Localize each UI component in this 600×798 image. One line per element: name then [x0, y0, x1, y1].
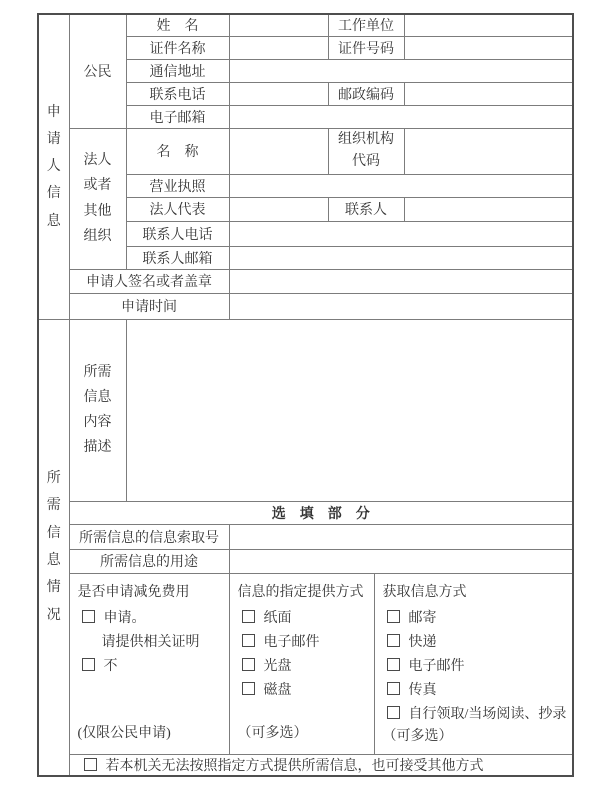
index-no-input[interactable]: [229, 524, 573, 549]
delivery-method-footnote: （可多选）: [237, 725, 308, 741]
description-label: 所需信息内容描述: [83, 364, 112, 456]
optional-section-header: 选 填 部 分: [69, 501, 573, 524]
obtain-self-checkbox[interactable]: [387, 706, 400, 719]
fee-apply-label: 申请。: [103, 610, 146, 626]
obtain-fax-label: 传真: [408, 682, 437, 698]
address-label: 通信地址: [126, 59, 229, 82]
index-no-label: 所需信息的信息索取号: [69, 524, 229, 549]
fallback-option-label: 若本机关无法按照指定方式提供所需信息，也可接受其他方式: [105, 758, 484, 774]
obtain-express-checkbox[interactable]: [387, 634, 400, 647]
delivery-paper-checkbox[interactable]: [242, 610, 255, 623]
email-label: 电子邮箱: [126, 105, 229, 128]
email-input[interactable]: [229, 105, 573, 128]
fee-apply-note: 请提供相关证明: [101, 634, 200, 650]
signature-input[interactable]: [229, 269, 573, 293]
fallback-option-cell: [69, 754, 573, 776]
apply-time-label: 申请时间: [69, 293, 229, 319]
contact-input[interactable]: [404, 197, 573, 221]
org-code-label: 组织机构代码: [338, 132, 394, 169]
obtain-method-cell: [374, 573, 573, 754]
name-input[interactable]: [229, 14, 328, 36]
phone-label: 联系电话: [126, 82, 229, 105]
contact-label: 联系人: [328, 197, 404, 221]
org-code-label-cell: [328, 128, 404, 174]
obtain-email-label: 电子邮件: [408, 658, 465, 674]
delivery-option-cd: [236, 655, 370, 679]
contact-email-input[interactable]: [229, 246, 573, 269]
work-unit-input[interactable]: [404, 14, 573, 36]
org-name-input[interactable]: [229, 128, 328, 174]
license-input[interactable]: [229, 174, 573, 197]
purpose-input[interactable]: [229, 549, 573, 573]
obtain-method-title: 获取信息方式: [382, 584, 467, 600]
cert-name-label: 证件名称: [126, 36, 229, 59]
obtain-option-mail: [381, 607, 569, 631]
obtain-option-self: [381, 703, 569, 727]
citizen-group-label: 公民: [83, 65, 112, 81]
section-applicant-label-cell: [38, 14, 69, 319]
obtain-option-fax: [381, 679, 569, 703]
delivery-email-checkbox[interactable]: [242, 634, 255, 647]
organization-group-label-cell: [69, 128, 126, 269]
cert-name-input[interactable]: [229, 36, 328, 59]
citizen-group-label-cell: [69, 14, 126, 128]
obtain-fax-checkbox[interactable]: [387, 682, 400, 695]
contact-email-label: 联系人邮箱: [126, 246, 229, 269]
organization-group-label: 法人或者其他组织: [83, 153, 112, 244]
license-label: 营业执照: [126, 174, 229, 197]
apply-time-input[interactable]: [229, 293, 573, 319]
obtain-option-express: [381, 631, 569, 655]
delivery-disk-label: 磁盘: [263, 682, 292, 698]
signature-label: 申请人签名或者盖章: [69, 269, 229, 293]
cert-no-label: 证件号码: [328, 36, 404, 59]
fee-waiver-footnote: (仅限公民申请): [77, 725, 171, 741]
fee-no-option: [76, 655, 225, 679]
obtain-express-label: 快递: [408, 634, 437, 650]
fee-apply-option: [76, 607, 225, 631]
section-required-info-label-cell: [38, 319, 69, 776]
fee-waiver-cell: [69, 573, 229, 754]
obtain-mail-label: 邮寄: [408, 610, 437, 626]
obtain-option-email: [381, 655, 569, 679]
fee-no-label: 不: [103, 658, 118, 674]
postcode-label: 邮政编码: [328, 82, 404, 105]
fee-no-checkbox[interactable]: [82, 658, 95, 671]
org-code-input[interactable]: [404, 128, 573, 174]
obtain-email-checkbox[interactable]: [387, 658, 400, 671]
obtain-method-footnote: （可多选）: [382, 728, 453, 744]
delivery-option-email: [236, 631, 370, 655]
contact-phone-label: 联系人电话: [126, 221, 229, 246]
cert-no-input[interactable]: [404, 36, 573, 59]
delivery-paper-label: 纸面: [263, 610, 292, 626]
description-label-cell: [69, 319, 126, 501]
delivery-disk-checkbox[interactable]: [242, 682, 255, 695]
application-form-table: [37, 13, 574, 777]
delivery-cd-checkbox[interactable]: [242, 658, 255, 671]
address-input[interactable]: [229, 59, 573, 82]
legal-rep-label: 法人代表: [126, 197, 229, 221]
obtain-mail-checkbox[interactable]: [387, 610, 400, 623]
section-required-info-label: 所需信息情况: [46, 471, 61, 623]
delivery-method-cell: [229, 573, 374, 754]
delivery-option-disk: [236, 679, 370, 703]
delivery-option-paper: [236, 607, 370, 631]
work-unit-label: 工作单位: [328, 14, 404, 36]
org-name-label: 名 称: [126, 128, 229, 174]
fee-apply-checkbox[interactable]: [82, 610, 95, 623]
contact-phone-input[interactable]: [229, 221, 573, 246]
fallback-checkbox[interactable]: [84, 758, 97, 771]
section-applicant-label: 申请人信息: [46, 104, 61, 229]
phone-input[interactable]: [229, 82, 328, 105]
description-input[interactable]: [126, 319, 573, 501]
delivery-email-label: 电子邮件: [263, 634, 320, 650]
delivery-method-title: 信息的指定提供方式: [237, 584, 364, 600]
postcode-input[interactable]: [404, 82, 573, 105]
purpose-label: 所需信息的用途: [69, 549, 229, 573]
legal-rep-input[interactable]: [229, 197, 328, 221]
name-label: 姓 名: [126, 14, 229, 36]
fee-waiver-title: 是否申请减免费用: [77, 584, 190, 600]
obtain-self-label: 自行领取/当场阅读、抄录: [408, 706, 567, 722]
delivery-cd-label: 光盘: [263, 658, 292, 674]
